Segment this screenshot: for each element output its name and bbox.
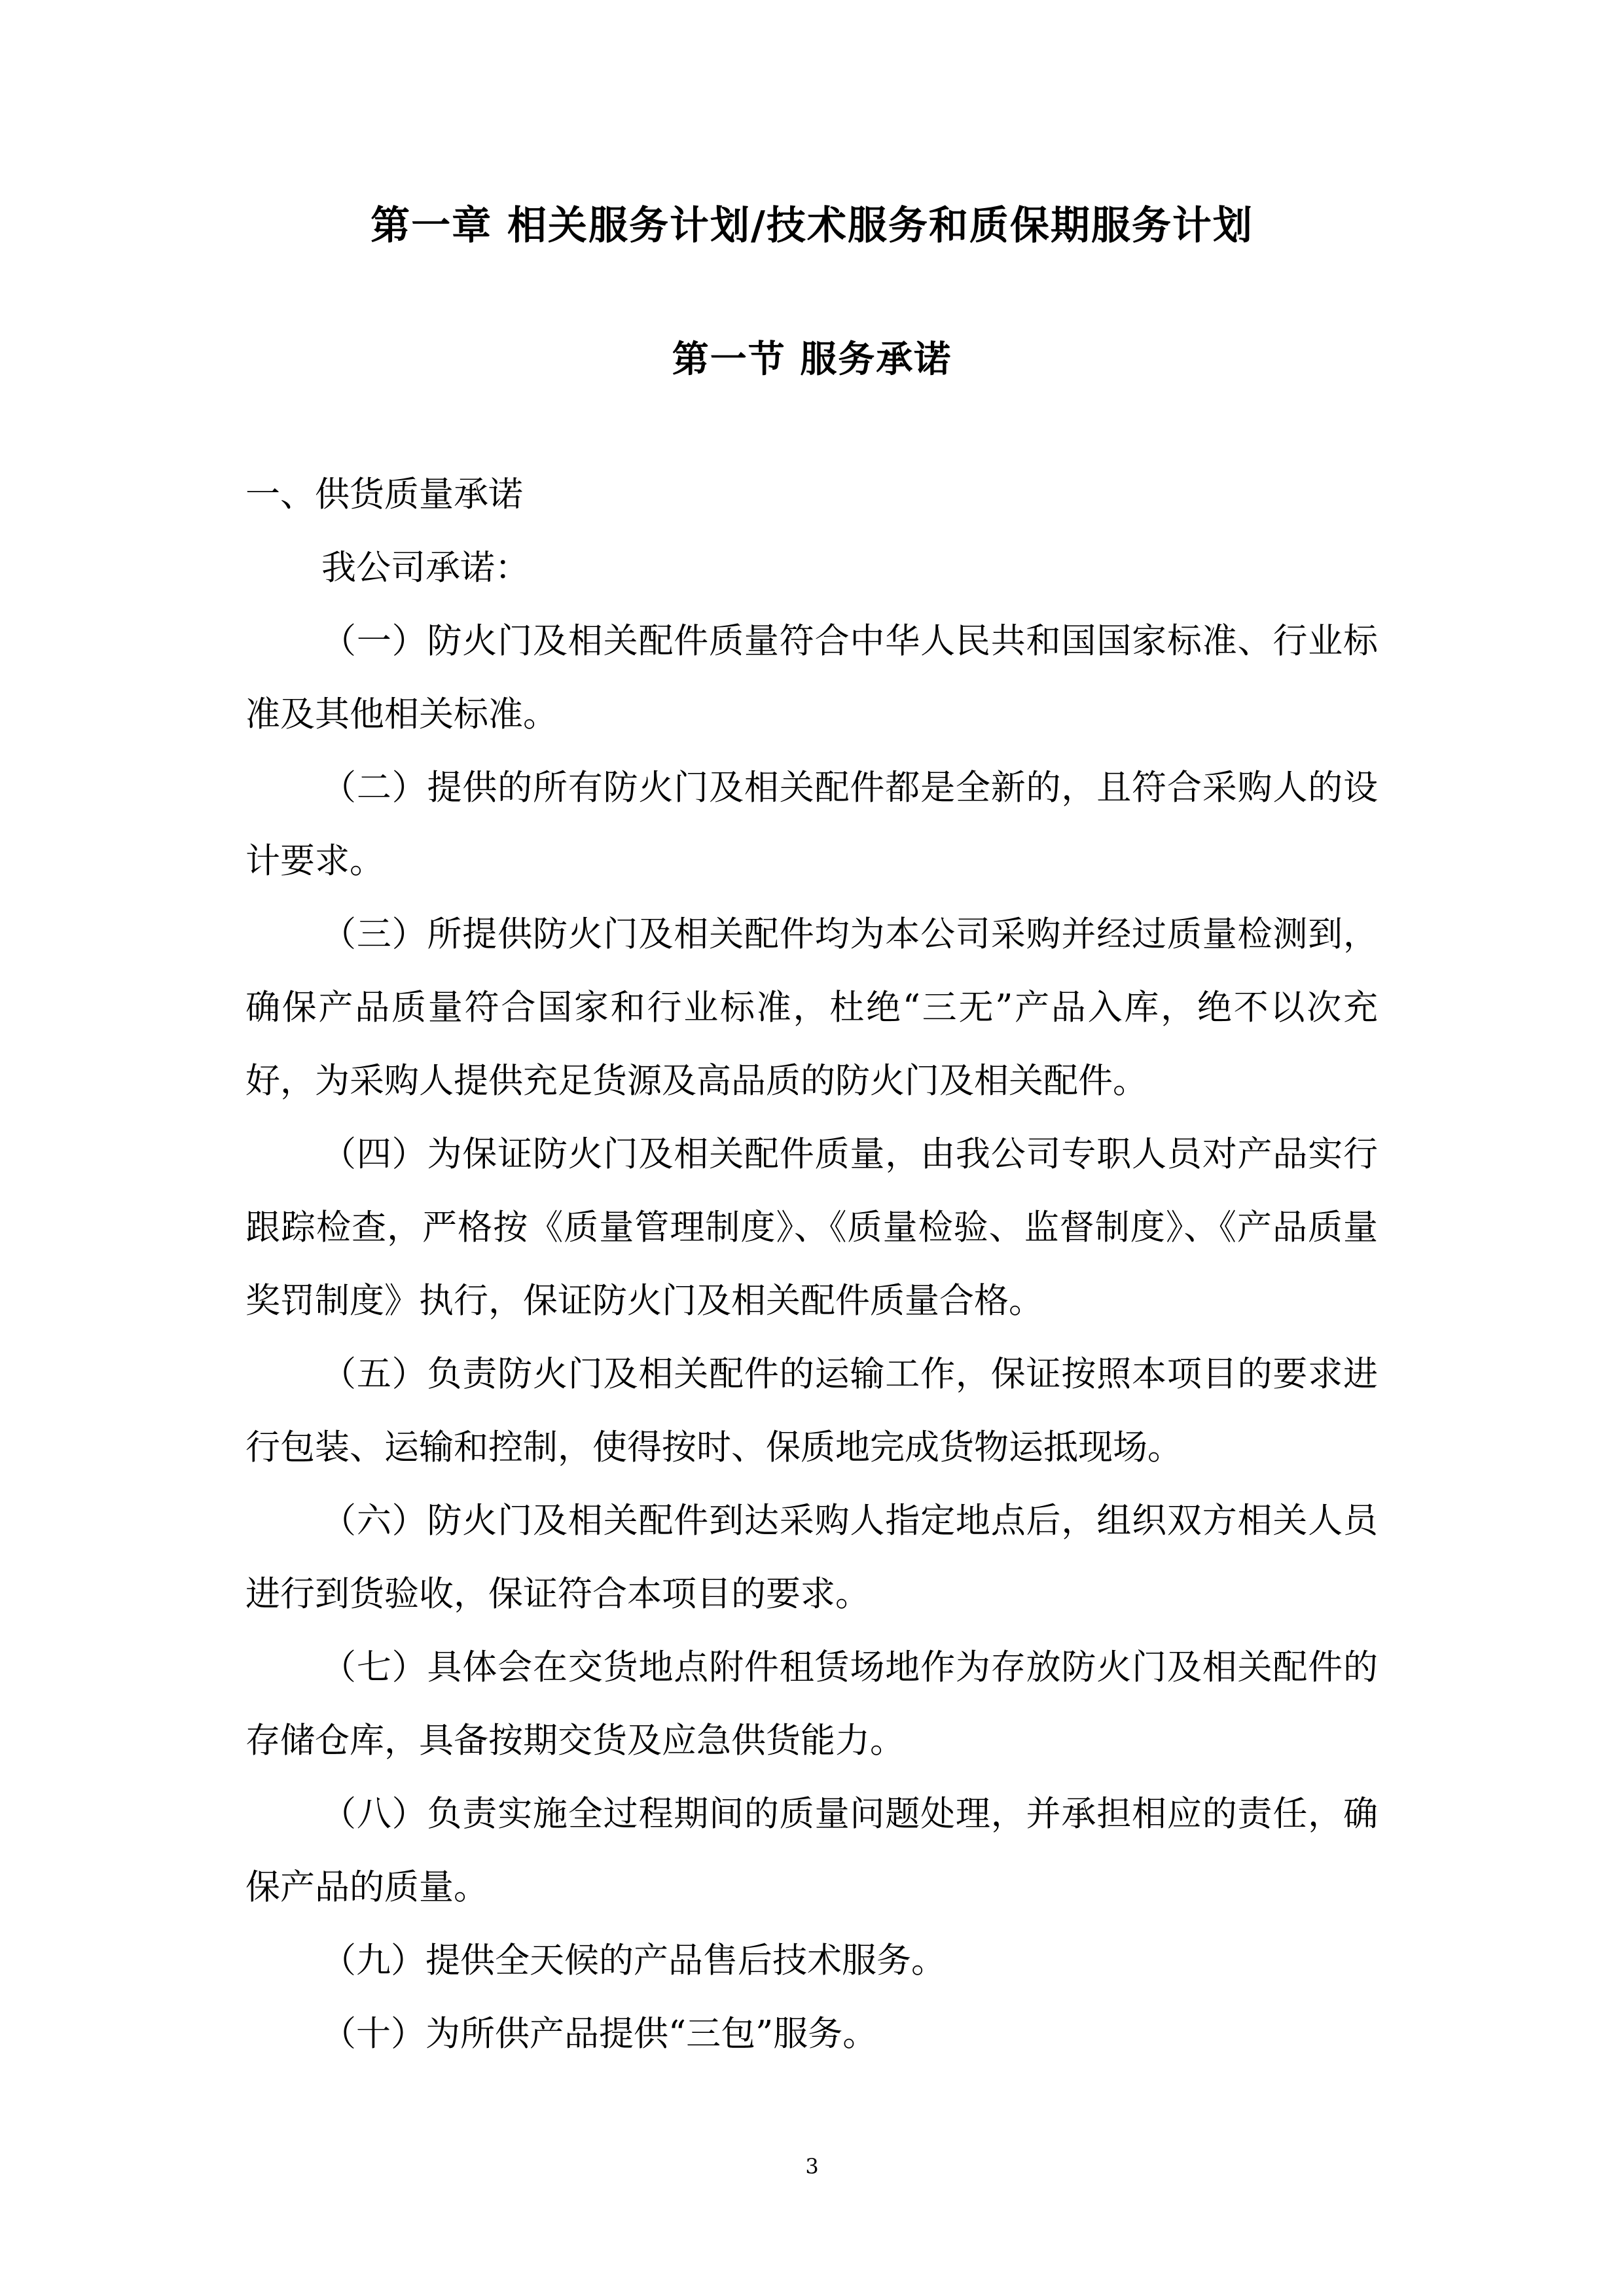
chapter-title: 第一章 相关服务计划/技术服务和质保期服务计划 xyxy=(370,203,1254,249)
commitment-item: （十）为所供产品提供“三包”服务。 xyxy=(321,2014,878,2054)
commitment-item: （九）提供全天候的产品售后技术服务。 xyxy=(321,1941,946,1981)
commitment-item: （一）防火门及相关配件质量符合中华人民共和国国家标准、行业标准及其他相关标准。 xyxy=(245,621,1378,734)
commitment-item: （六）防火门及相关配件到达采购人指定地点后，组织双方相关人员进行到货验收，保证符合本项目的要求。 xyxy=(245,1501,1378,1614)
commitment-item: （二）提供的所有防火门及相关配件都是全新的，且符合采购人的设计要求。 xyxy=(245,768,1378,881)
page-number: 3 xyxy=(805,2154,819,2179)
commitment-item: （七）具体会在交货地点附件租赁场地作为存放防火门及相关配件的存储仓库，具备按期交货及应急供货能力。 xyxy=(245,1647,1378,1761)
commitment-item: （八）负责实施全过程期间的质量问题处理，并承担相应的责任，确保产品的质量。 xyxy=(245,1794,1378,1907)
commitment-item: （四）为保证防火门及相关配件质量，由我公司专职人员对产品实行跟踪检查，严格按《质量管理制度》、《质量检验、监督制度》、《产品质量奖罚制度》执行，保证防火门及相关配件质量合格。 xyxy=(245,1134,1378,1321)
intro-paragraph: 我公司承诺： xyxy=(321,548,530,588)
commitment-item: （五）负责防火门及相关配件的运输工作，保证按照本项目的要求进行包装、运输和控制，使得按时、保质地完成货物运抵现场。 xyxy=(245,1354,1378,1467)
document-body xyxy=(245,458,1378,2071)
section-heading: 一、供货质量承诺 xyxy=(245,475,523,514)
commitment-item: （三）所提供防火门及相关配件均为本公司采购并经过质量检测到，确保产品质量符合国家和行业标准，杜绝“三无”产品入库，绝不以次充好，为采购人提供充足货源及高品质的防火门及相关配件。 xyxy=(245,914,1378,1101)
section-title: 第一节 服务承诺 xyxy=(672,338,952,381)
